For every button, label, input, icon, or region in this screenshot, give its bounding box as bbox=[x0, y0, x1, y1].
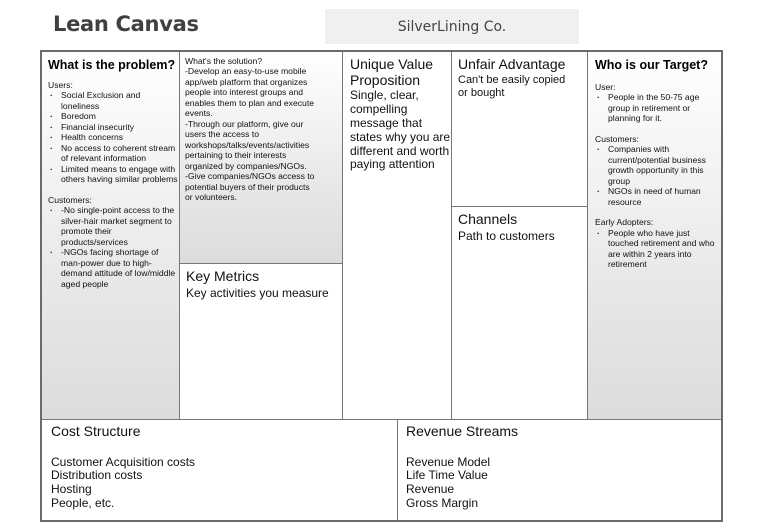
list-item: · Financial insecurity bbox=[61, 122, 179, 132]
target-adopters-list bbox=[595, 228, 717, 270]
solution-line: people into interest groups and bbox=[185, 87, 304, 98]
cost-items bbox=[51, 456, 397, 511]
key-metrics-section bbox=[180, 264, 343, 420]
target-customers-label: Customers: bbox=[595, 133, 639, 144]
list-item: · -No single-point access to the silver-hair market segment to promote their products/services bbox=[61, 205, 179, 247]
solution-line: pertaining to their interests bbox=[185, 150, 287, 161]
channels-text: Path to customers bbox=[458, 228, 555, 243]
list-item: · Boredom bbox=[61, 111, 179, 121]
key-metrics-text: Key activities you measure bbox=[186, 285, 329, 300]
solution-line: enables them to plan and execute bbox=[185, 97, 314, 108]
list-item: · -NGOs facing shortage of man-power due to high-demand attitude of low/middle aged people bbox=[61, 247, 179, 289]
problem-section bbox=[42, 52, 180, 420]
key-metrics-heading: Key Metrics bbox=[186, 268, 260, 284]
list-item: · People who have just touched retirement and who are within 2 years into retirement bbox=[608, 228, 717, 270]
page-title: Lean Canvas bbox=[53, 12, 199, 36]
unfair-text-line: or bought bbox=[458, 86, 505, 99]
uvp-heading bbox=[350, 57, 451, 88]
uvp-text-line: Single, clear, bbox=[350, 88, 419, 103]
channels-section bbox=[452, 207, 588, 420]
solution-line: organized by companies/NGOs. bbox=[185, 160, 307, 171]
uvp-text-line: compelling bbox=[350, 102, 408, 117]
company-name: SilverLining Co. bbox=[325, 9, 579, 44]
problem-heading: What is the problem? bbox=[48, 58, 176, 72]
solution-line: -Develop an easy-to-use mobile bbox=[185, 66, 307, 77]
revenue-items bbox=[406, 456, 721, 511]
solution-line: -Through our platform, give our bbox=[185, 118, 304, 129]
solution-line: events. bbox=[185, 108, 213, 119]
lean-canvas bbox=[40, 50, 723, 522]
problem-users-label: Users: bbox=[48, 80, 73, 90]
solution-line: -Give companies/NGOs access to bbox=[185, 171, 315, 182]
target-user-label: User: bbox=[595, 82, 616, 92]
target-users-list bbox=[595, 92, 717, 123]
uvp-heading-line: Unique Value bbox=[350, 56, 434, 72]
list-item: People, etc. bbox=[51, 496, 115, 511]
target-section bbox=[588, 52, 721, 420]
problem-customers-list bbox=[48, 205, 179, 289]
list-item: · No access to coherent stream of relevant information bbox=[61, 143, 179, 164]
target-heading: Who is our Target? bbox=[595, 58, 708, 72]
solution-line: app/web platform that organizes bbox=[185, 76, 308, 87]
unfair-advantage-heading: Unfair Advantage bbox=[458, 56, 566, 72]
problem-users-list bbox=[48, 90, 179, 184]
solution-line: workshops/talks/events/activities bbox=[185, 139, 310, 150]
list-item: · NGOs in need of human resource bbox=[608, 186, 717, 207]
list-item: · Companies with current/potential business growth opportunity in this group bbox=[608, 144, 717, 186]
cost-structure-section bbox=[42, 420, 398, 520]
target-customers-list bbox=[595, 144, 717, 207]
list-item: · Social Exclusion and loneliness bbox=[61, 90, 179, 111]
list-item: Distribution costs bbox=[51, 468, 143, 483]
uvp-heading-line: Proposition bbox=[350, 71, 421, 88]
list-item: · Health concerns bbox=[61, 132, 179, 142]
list-item: Life Time Value bbox=[406, 468, 488, 483]
solution-section bbox=[180, 52, 343, 264]
list-item: Revenue bbox=[406, 482, 455, 497]
uvp-section bbox=[343, 52, 452, 420]
unfair-text-line: Can't be easily copied bbox=[458, 73, 566, 86]
solution-line: or volunteers. bbox=[185, 192, 238, 203]
solution-line: What's the solution? bbox=[185, 56, 263, 66]
solution-text bbox=[185, 56, 342, 203]
list-item: Customer Acquisition costs bbox=[51, 454, 196, 469]
revenue-streams-section bbox=[398, 420, 721, 520]
list-item: Hosting bbox=[51, 482, 92, 497]
revenue-streams-heading: Revenue Streams bbox=[406, 423, 519, 439]
solution-line: users the access to bbox=[185, 129, 260, 140]
solution-line: potential buyers of their products bbox=[185, 181, 310, 192]
list-item: Gross Margin bbox=[406, 496, 479, 511]
problem-customers-label: Customers: bbox=[48, 194, 92, 205]
channels-heading: Channels bbox=[458, 211, 518, 227]
list-item: · Limited means to engage with others having similar problems bbox=[61, 164, 179, 185]
uvp-text-line: different and worth bbox=[350, 143, 450, 158]
uvp-text-line: states why you are bbox=[350, 129, 451, 144]
unfair-advantage-text bbox=[458, 74, 587, 100]
uvp-text-line: paying attention bbox=[350, 157, 435, 172]
target-adopters-label: Early Adopters: bbox=[595, 217, 654, 228]
cost-structure-heading: Cost Structure bbox=[51, 423, 141, 439]
list-item: · People in the 50-75 age group in retirement or planning for it. bbox=[608, 92, 717, 123]
uvp-text bbox=[350, 89, 451, 172]
unfair-advantage-section bbox=[452, 52, 588, 207]
list-item: Revenue Model bbox=[406, 454, 491, 469]
uvp-text-line: message that bbox=[350, 115, 423, 130]
